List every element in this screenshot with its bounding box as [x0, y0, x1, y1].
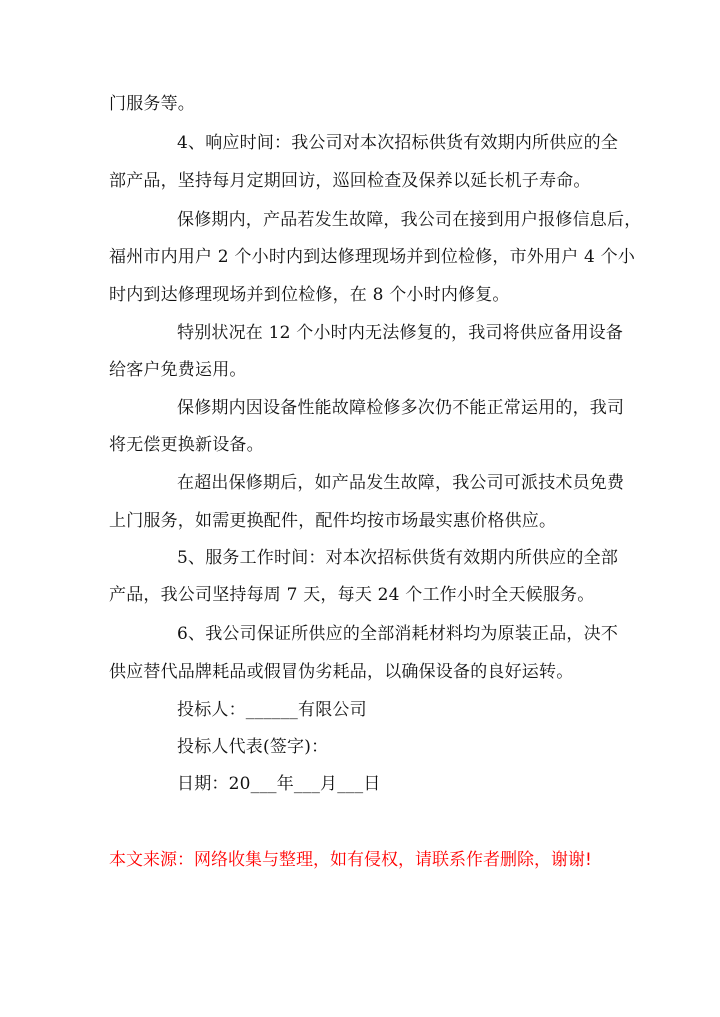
text-line: 门服务等。: [109, 94, 195, 114]
paragraph-line: 保修期内，产品若发生故障，我公司在接到用户报修信息后，: [177, 210, 642, 230]
source-notice: 本文来源：网络收集与整理，如有侵权，请联系作者删除，谢谢!: [109, 850, 592, 870]
paragraph-line: 特别状况在 12 个小时内无法修复的，我司将供应备用设备: [177, 323, 624, 343]
text-line: 产品，我公司坚持每周 7 天，每天 24 个工作小时全天候服务。: [109, 585, 595, 605]
text-line: 给客户免费运用。: [109, 360, 247, 380]
text-line: 福州市内用户 2 个小时内到达修理现场并到位检修，市外用户 4 个小: [109, 247, 636, 267]
text-line: 将无偿更换新设备。: [109, 435, 264, 455]
paragraph-line: 在超出保修期后，如产品发生故障，我公司可派技术员免费: [177, 473, 625, 493]
paragraph-line: 5、服务工作时间：对本次招标供货有效期内所供应的全部: [177, 548, 619, 568]
text-line: 上门服务，如需更换配件，配件均按市场最实惠价格供应。: [109, 511, 557, 531]
text-line: 部产品，坚持每月定期回访，巡回检查及保养以延长机子寿命。: [109, 171, 591, 191]
representative-line: 投标人代表(签字)：: [177, 737, 329, 757]
paragraph-line: 4、响应时间：我公司对本次招标供货有效期内所供应的全: [177, 133, 619, 153]
paragraph-line: 保修期内因设备性能故障检修多次仍不能正常运用的，我司: [177, 398, 625, 418]
bidder-line: 投标人：______有限公司: [177, 700, 367, 720]
text-line: 时内到达修理现场并到位检修，在 8 个小时内修复。: [109, 285, 510, 305]
text-line: 供应替代品牌耗品或假冒伪劣耗品，以确保设备的良好运转。: [109, 662, 574, 682]
date-line: 日期：20___年___月___日: [177, 774, 381, 794]
paragraph-line: 6、我公司保证所供应的全部消耗材料均为原装正品，决不: [177, 624, 619, 644]
